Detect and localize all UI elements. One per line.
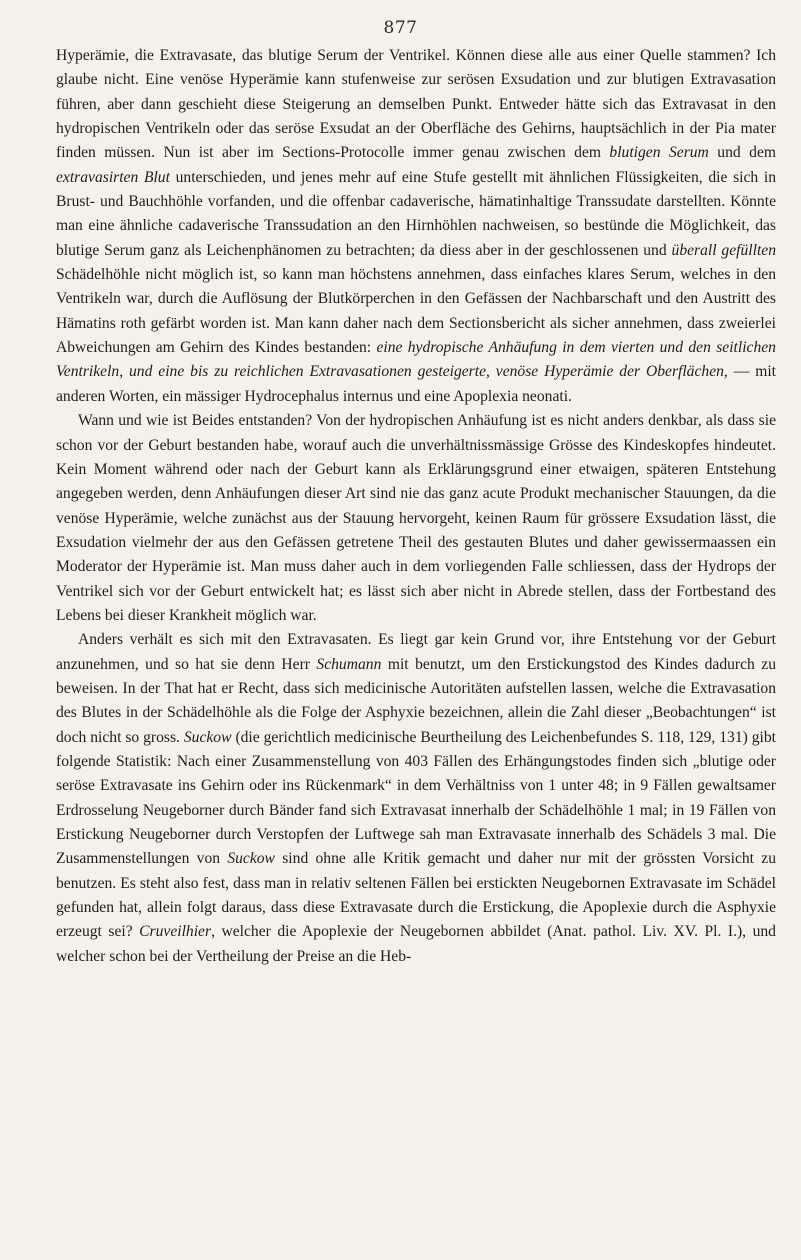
text-run: Anders verhält es sich mit den Extravasaten. Es liegt gar kein Grund vor, ihre Entstehung vor der Geburt anzunehmen, und so hat sie denn Herr (56, 631, 776, 673)
text-run: , welcher die Apoplexie der Neugebornen abbildet (Anat. pathol. Liv. XV. Pl. I.), und welcher schon bei der Vertheilung der Preise an die Heb- (56, 923, 776, 965)
italic-text: Cruveilhier (139, 923, 212, 941)
text-run: unterschieden, und jenes mehr auf eine Stufe gestellt mit ähnlichen Flüssigkeiten, die sich in Brust- und Bauchhöhle vorfanden, und die offenbar cadaverische, hämatinhaltige Transsudate darstellten. Könnte man eine ähnliche cadaverische Transsudation an den Hirnhöhlen nachweisen, so bestünde die Möglichkeit, das blutige Serum ganz als Leichenphänomen zu betrachten; da diess aber in der geschlossenen und (56, 168, 776, 259)
page-number: 877 (383, 18, 418, 38)
italic-text: blutigen Serum (609, 144, 709, 162)
text-run: — mit anderen Worten, ein mässiger Hydrocephalus internus und eine Apoplexia neonati. (56, 363, 777, 405)
body-text (56, 44, 776, 969)
paragraph (56, 409, 776, 628)
italic-text: Suckow (183, 728, 232, 746)
text-run: (die gerichtlich medicinische Beurtheilung des Leichenbefundes S. 118, 129, 131) gibt folgende Statistik: Nach einer Zusammenstellung von 403 Fällen des Erhängungstodes finden sich „blutige oder seröse Extravasate ins Gehirn oder ins Rückenmark“ in dem Verhältniss von 1 unter 48; in 9 Fällen gewaltsamer Erdrosselung Neugeborner durch Bänder fand sich Extravasat innerhalb der Schädelhöhle 1 mal; in 19 Fällen von Erstickung Neugeborner durch Verstopfen der Luftwege sah man Extravasate innerhalb des Schädels 3 mal. Die Zusammenstellungen von (56, 728, 776, 868)
italic-text: extravasirten Blut (56, 168, 170, 186)
italic-text: Schumann (316, 655, 382, 673)
paragraph (56, 44, 776, 409)
italic-text: überall gefüllten (671, 241, 776, 259)
text-run: und dem (708, 144, 776, 162)
italic-text: eine hydropische Anhäufung in dem vierten und den seitlichen Ventrikeln, und eine bis zu reichlichen Extravasationen gesteigerte, venöse Hyperämie der Oberflächen, (56, 339, 776, 381)
text-run: Schädelhöhle nicht möglich ist, so kann man höchstens annehmen, dass einfaches klares Serum, welches in den Ventrikeln war, durch die Auflösung der Blutkörperchen in den Gefässen der Nachbarschaft und den Austritt des Hämatins roth gefärbt worden ist. Man kann daher nach dem Sectionsbericht als sicher annehmen, dass zweierlei Abweichungen am Gehirn des Kindes bestanden: (56, 266, 776, 357)
paragraph (56, 628, 776, 969)
text-run: Wann und wie ist Beides entstanden? Von der hydropischen Anhäufung ist es nicht anders denkbar, als dass sie schon vor der Geburt bestanden habe, worauf auch die unverhältnissmässige Grösse des Kindeskopfes hindeutet. Kein Moment während oder nach der Geburt kann als Erklärungsgrund einer etwaigen, späteren Entstehung angegeben werden, denn Anhäufungen dieser Art sind nie das ganz acute Produkt mechanischer Stauungen, da die venöse Hyperämie, welche zunächst aus der Stauung hervorgeht, keinen Raum für grössere Exsudation lässt, die Exsudation vielmehr der aus den Gefässen getretene Theil des gestauten Blutes und daher gewissermaassen ein Moderator der Hyperämie ist. Man muss daher auch in dem vorliegenden Falle schliessen, dass der Hydrops der Ventrikel sich vor der Geburt entwickelt hat; es lässt sich aber nicht in Abrede stellen, dass der Fortbestand des Lebens bei dieser Krankheit möglich war. (56, 412, 776, 624)
text-run: sind ohne alle Kritik gemacht und daher nur mit der grössten Vorsicht zu benutzen. Es steht also fest, dass man in relativ seltenen Fällen bei erstickten Neugebornen Extravasate im Schädel gefunden hat, allein folgt daraus, dass diese Extravasate durch die Erstickung, die Apoplexie durch die Asphyxie erzeugt sei? (56, 850, 776, 941)
text-run: mit benutzt, um den Erstickungstod des Kindes dadurch zu beweisen. In der That hat er Recht, dass sich medicinische Autoritäten aufstellen lassen, welche die Extravasation des Blutes in der Schädelhöhle als die Folge der Asphyxie bezeichnen, allein die Zahl dieser „Beobachtungen“ ist doch nicht so gross. (56, 655, 777, 746)
italic-text: Suckow (227, 850, 275, 868)
text-run: Hyperämie, die Extravasate, das blutige Serum der Ventrikel. Können diese alle aus einer Quelle stammen? Ich glaube nicht. Eine venöse Hyperämie kann stufenweise zur serösen Exsudation und zur blutigen Extravasation führen, aber dann geschieht diese Steigerung an demselben Punkt. Entweder hätte sich das Extravasat in den hydropischen Ventrikeln oder das seröse Exsudat an der Oberfläche des Gehirns, hauptsächlich in der Pia mater finden müssen. Nun ist aber im Sections-Protocolle immer genau zwischen dem (56, 47, 776, 162)
